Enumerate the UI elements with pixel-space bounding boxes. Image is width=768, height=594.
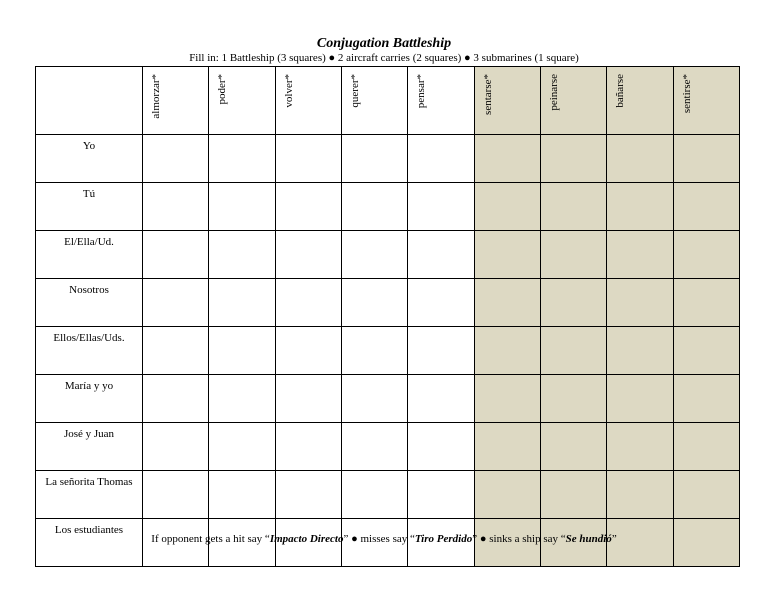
grid-cell[interactable] (341, 471, 407, 519)
verb-header-peinarse (540, 67, 606, 135)
verb-label: almorzar* (150, 74, 162, 119)
verb-header-pensar (408, 67, 474, 135)
grid-cell[interactable] (607, 135, 673, 183)
grid-cell[interactable] (607, 183, 673, 231)
grid-cell[interactable] (143, 183, 209, 231)
grid-cell[interactable] (143, 423, 209, 471)
grid-row (36, 423, 740, 471)
grid-cell[interactable] (408, 183, 474, 231)
grid-cell[interactable] (143, 135, 209, 183)
grid-cell[interactable] (540, 471, 606, 519)
grid-cell[interactable] (209, 183, 275, 231)
grid-row (36, 471, 740, 519)
subject-label: Ellos/Ellas/Uds. (36, 327, 143, 375)
grid-cell[interactable] (673, 183, 739, 231)
grid-cell[interactable] (143, 375, 209, 423)
footer-hit-phrase: Impacto Directo (269, 533, 344, 545)
subject-label: María y yo (36, 375, 143, 423)
grid-row (36, 327, 740, 375)
subject-label: Yo (36, 135, 143, 183)
grid-cell[interactable] (341, 327, 407, 375)
grid-cell[interactable] (275, 375, 341, 423)
footer-instructions (0, 533, 768, 546)
grid-cell[interactable] (673, 471, 739, 519)
grid-cell[interactable] (209, 375, 275, 423)
verb-header-banarse (607, 67, 673, 135)
grid-cell[interactable] (474, 279, 540, 327)
grid-cell[interactable] (341, 423, 407, 471)
grid-cell[interactable] (209, 471, 275, 519)
grid-cell[interactable] (540, 231, 606, 279)
grid-cell[interactable] (209, 423, 275, 471)
grid-cell[interactable] (474, 231, 540, 279)
grid-cell[interactable] (474, 471, 540, 519)
grid-cell[interactable] (540, 423, 606, 471)
grid-cell[interactable] (474, 423, 540, 471)
grid-cell[interactable] (275, 183, 341, 231)
verb-header-poder (209, 67, 275, 135)
grid-cell[interactable] (209, 327, 275, 375)
footer-sink-phrase: Se hundió (565, 533, 612, 545)
grid-cell[interactable] (673, 423, 739, 471)
grid-cell[interactable] (474, 327, 540, 375)
verb-header-sentarse (474, 67, 540, 135)
grid-cell[interactable] (408, 471, 474, 519)
battleship-grid (35, 66, 740, 567)
grid-body (36, 135, 740, 567)
grid-cell[interactable] (275, 327, 341, 375)
verb-header-almorzar (143, 67, 209, 135)
grid-cell[interactable] (143, 471, 209, 519)
footer-end-quote: ” (611, 533, 617, 545)
grid-cell[interactable] (209, 231, 275, 279)
grid-cell[interactable] (540, 327, 606, 375)
subject-label: Los estudiantes (36, 519, 143, 567)
grid-cell[interactable] (408, 423, 474, 471)
grid-cell[interactable] (341, 231, 407, 279)
verb-label: sentirse* (680, 74, 693, 114)
grid-cell[interactable] (607, 423, 673, 471)
footer-miss-phrase: Tiro Perdido (414, 533, 473, 545)
grid-cell[interactable] (408, 327, 474, 375)
grid-cell[interactable] (474, 135, 540, 183)
grid-cell[interactable] (341, 135, 407, 183)
grid-cell[interactable] (540, 375, 606, 423)
grid-cell[interactable] (341, 375, 407, 423)
subject-label: Tú (36, 183, 143, 231)
grid-cell[interactable] (275, 231, 341, 279)
verb-header-row (36, 67, 740, 135)
verb-label: volver* (282, 74, 295, 108)
grid-cell[interactable] (408, 231, 474, 279)
grid-cell[interactable] (673, 327, 739, 375)
verb-header-querer (341, 67, 407, 135)
verb-header-volver (275, 67, 341, 135)
grid-cell[interactable] (673, 375, 739, 423)
grid-cell[interactable] (143, 279, 209, 327)
grid-cell[interactable] (607, 279, 673, 327)
grid-cell[interactable] (209, 279, 275, 327)
corner-cell (36, 67, 143, 135)
grid-cell[interactable] (209, 135, 275, 183)
grid-cell[interactable] (341, 183, 407, 231)
grid-cell[interactable] (607, 375, 673, 423)
grid-cell[interactable] (474, 375, 540, 423)
grid-cell[interactable] (540, 183, 606, 231)
verb-label: sentarse* (481, 74, 494, 115)
grid-cell[interactable] (408, 375, 474, 423)
subject-label: El/Ella/Ud. (36, 231, 143, 279)
footer-miss-prefix: ” ● misses say “ (343, 533, 415, 545)
grid-cell[interactable] (408, 135, 474, 183)
grid-cell[interactable] (673, 279, 739, 327)
grid-row (36, 375, 740, 423)
grid-cell[interactable] (143, 327, 209, 375)
footer-hit-prefix: If opponent gets a hit say “ (151, 533, 270, 545)
grid-cell[interactable] (341, 279, 407, 327)
grid-row (36, 231, 740, 279)
verb-label: poder* (216, 74, 229, 105)
grid-cell[interactable] (143, 231, 209, 279)
grid-cell[interactable] (607, 471, 673, 519)
verb-label: bañarse (614, 74, 627, 108)
grid-cell[interactable] (408, 279, 474, 327)
verb-label: querer* (348, 74, 361, 108)
grid-cell[interactable] (540, 135, 606, 183)
verb-header-sentirse (673, 67, 739, 135)
page-title: Conjugation Battleship (316, 36, 452, 51)
grid-cell[interactable] (607, 327, 673, 375)
grid-cell[interactable] (275, 471, 341, 519)
footer-sink-prefix: ” ● sinks a ship say “ (472, 533, 566, 545)
verb-label: peinarse (547, 74, 560, 111)
subject-label: La señorita Thomas (36, 471, 143, 519)
subject-label: José y Juan (36, 423, 143, 471)
verb-label: pensar* (415, 74, 428, 109)
grid-row (36, 279, 740, 327)
instructions: Fill in: 1 Battleship (3 squares) ● 2 aircraft carries (2 squares) ● 3 submarines (1 square) (189, 52, 579, 64)
grid-cell[interactable] (275, 135, 341, 183)
grid-cell[interactable] (275, 423, 341, 471)
grid-row (36, 135, 740, 183)
grid-cell[interactable] (673, 135, 739, 183)
grid-row (36, 183, 740, 231)
grid-cell[interactable] (540, 279, 606, 327)
grid-cell[interactable] (607, 231, 673, 279)
subject-label: Nosotros (36, 279, 143, 327)
grid-cell[interactable] (673, 231, 739, 279)
grid-cell[interactable] (474, 183, 540, 231)
grid-cell[interactable] (275, 279, 341, 327)
